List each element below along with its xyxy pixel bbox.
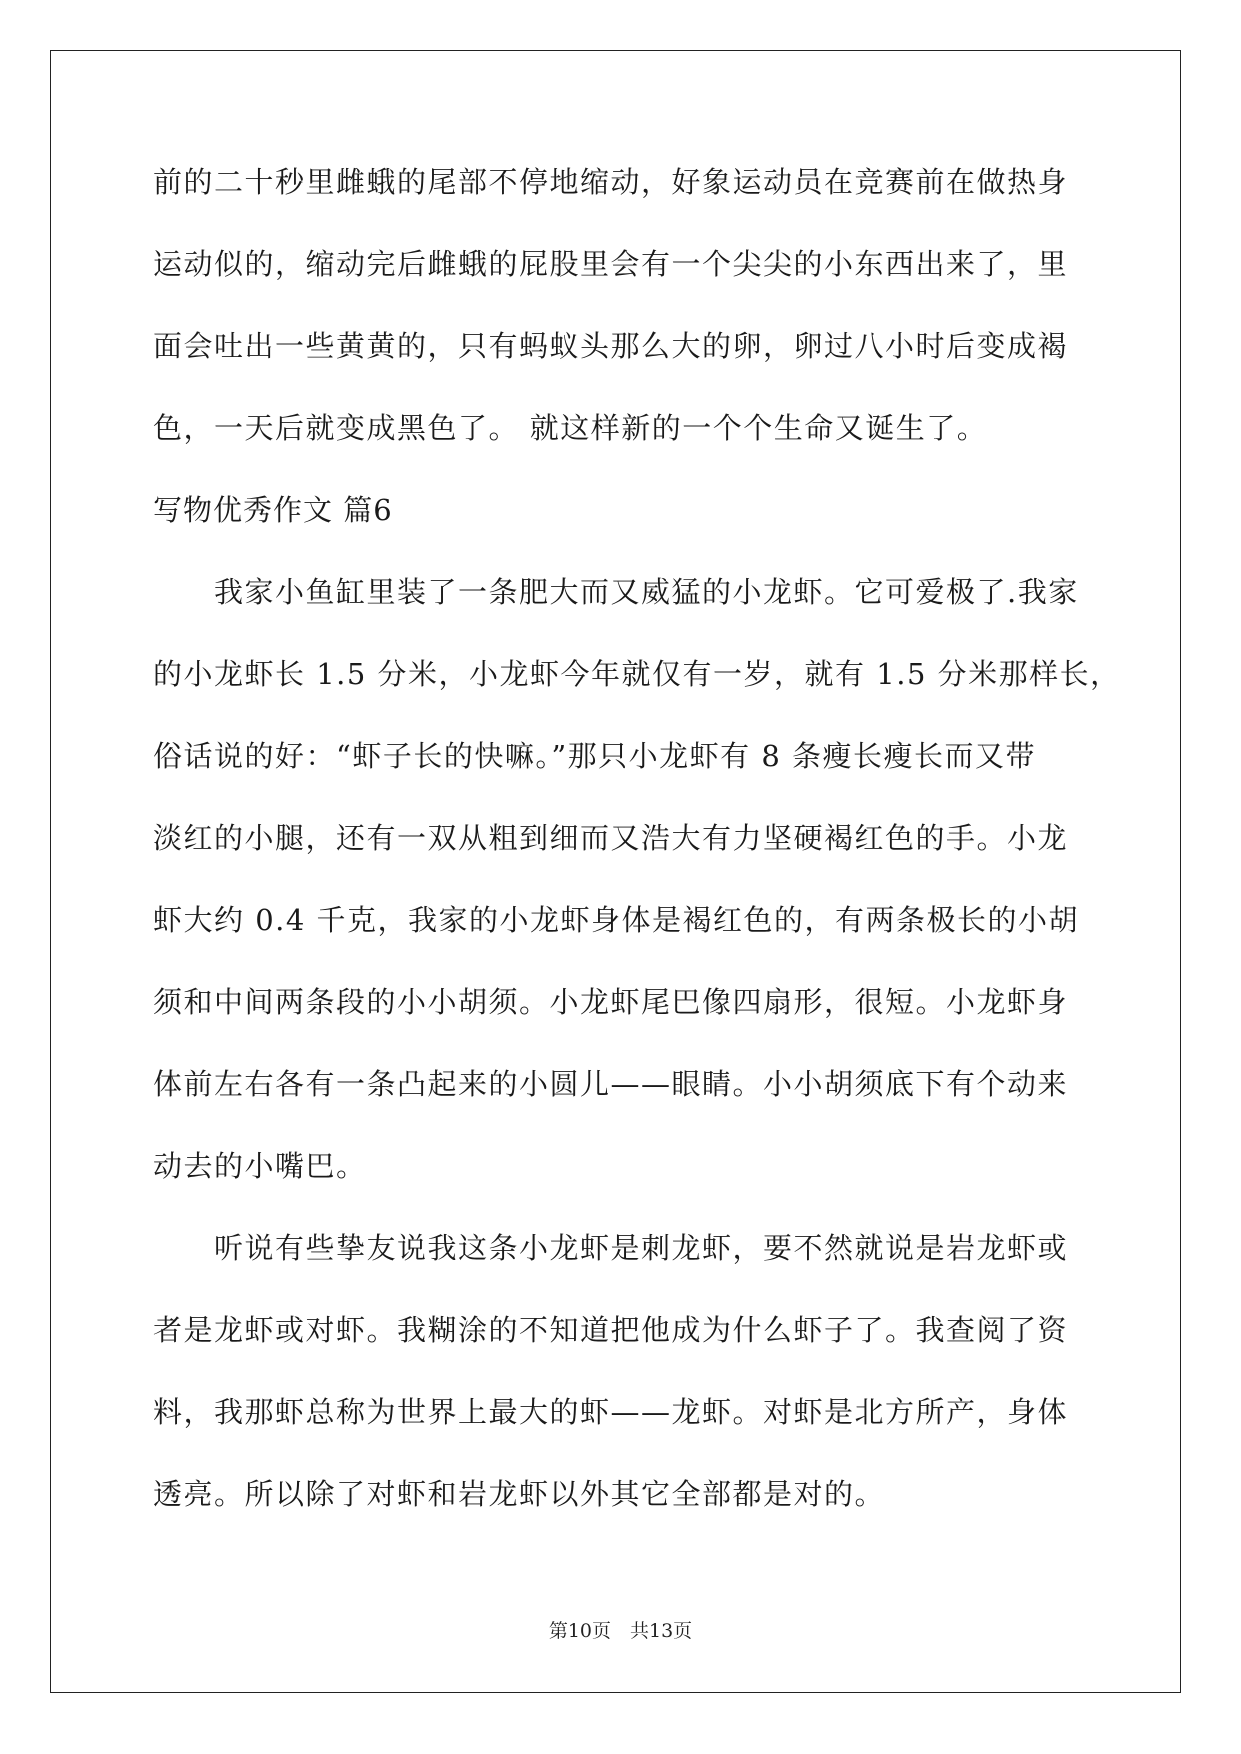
paragraph-2 [153, 1226, 1093, 1554]
text-line: 动去的小嘴巴。 [153, 1149, 367, 1183]
text-line: 透亮。所以除了对虾和岩龙虾以外其它全部都是对的。 [153, 1477, 886, 1511]
text-line: 的小龙虾长 1.5 分米，小龙虾今年就仅有一岁，就有 1.5 分米那样长， [153, 657, 1121, 691]
text-line: 须和中间两条段的小小胡须。小龙虾尾巴像四扇形，很短。小龙虾身 [153, 985, 1069, 1019]
page-number-footer: 第10页 共13页 [548, 1620, 693, 1642]
paragraph-continued [153, 160, 1093, 488]
text-line: 听说有些挚友说我这条小龙虾是刺龙虾，要不然就说是岩龙虾或 [153, 1231, 1069, 1265]
paragraph-1 [153, 570, 1121, 1226]
text-line: 色，一天后就变成黑色了。 就这样新的一个个生命又诞生了。 [153, 411, 988, 445]
text-line: 我家小鱼缸里装了一条肥大而又威猛的小龙虾。它可爱极了.我家 [153, 575, 1079, 609]
text-line: 运动似的，缩动完后雌蛾的屁股里会有一个尖尖的小东西出来了，里 [153, 247, 1069, 281]
section-heading: 写物优秀作文 篇6 [153, 493, 393, 527]
text-line: 前的二十秒里雌蛾的尾部不停地缩动，好象运动员在竞赛前在做热身 [153, 165, 1069, 199]
text-line: 料，我那虾总称为世界上最大的虾——龙虾。对虾是北方所产，身体 [153, 1395, 1069, 1429]
text-line: 体前左右各有一条凸起来的小圆儿——眼睛。小小胡须底下有个动来 [153, 1067, 1069, 1101]
document-body [153, 160, 1121, 1554]
text-line: 俗话说的好：“虾子长的快嘛。”那只小龙虾有 8 条瘦长瘦长而又带 [153, 739, 1037, 773]
text-line: 者是龙虾或对虾。我糊涂的不知道把他成为什么虾子了。我查阅了资 [153, 1313, 1069, 1347]
text-line: 面会吐出一些黄黄的，只有蚂蚁头那么大的卵，卵过八小时后变成褐 [153, 329, 1069, 363]
text-line: 虾大约 0.4 千克，我家的小龙虾身体是褐红色的，有两条极长的小胡 [153, 903, 1080, 937]
text-line: 淡红的小腿，还有一双从粗到细而又浩大有力坚硬褐红色的手。小龙 [153, 821, 1069, 855]
